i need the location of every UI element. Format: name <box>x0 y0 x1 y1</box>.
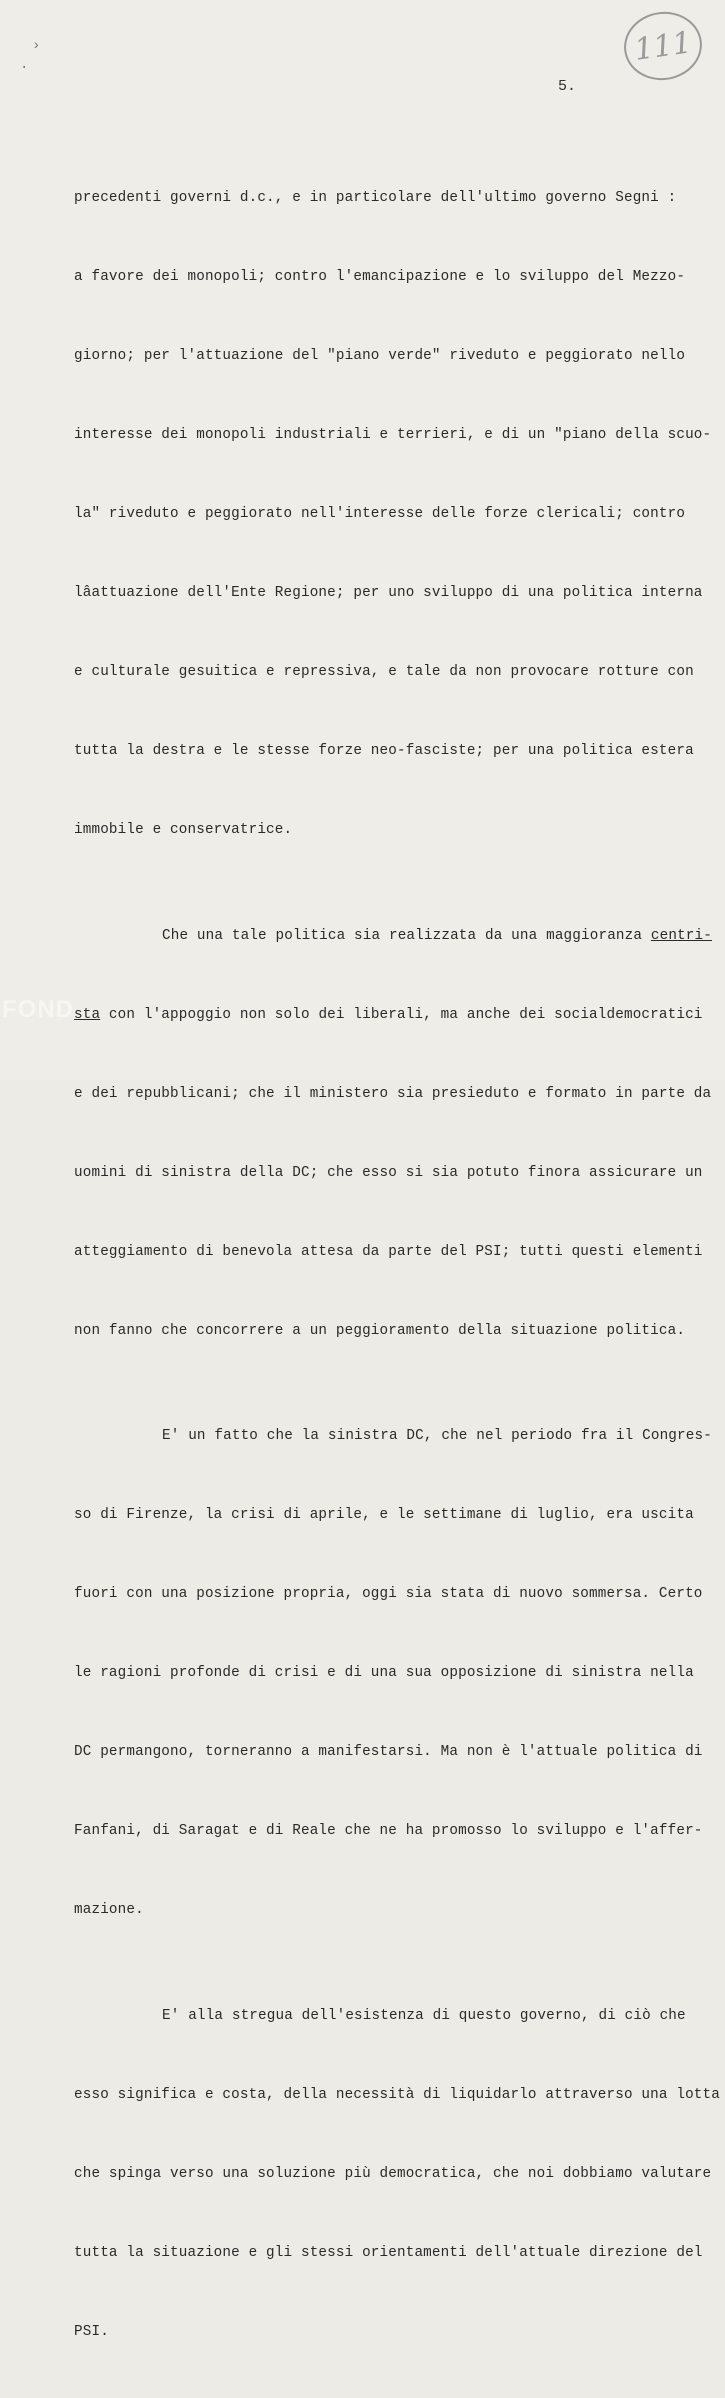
text-line: tutta la destra e le stesse forze neo-fasciste; per una politica estera <box>74 743 694 760</box>
text-line: lâattuazione dell'Ente Regione; per uno sviluppo di una politica interna <box>74 585 703 602</box>
archive-stamp-number: 111 <box>632 24 694 68</box>
archive-watermark: FOND <box>2 996 74 1023</box>
text-line: mazione. <box>74 1902 144 1919</box>
centrista-line-text: Che una tale politica sia realizzata da una maggioranza <box>162 927 651 944</box>
text-line: le ragioni profonde di crisi e di una sua opposizione di sinistra nella <box>74 1665 694 1682</box>
text-line: E' alla stregua dell'esistenza di questo governo, di ciò che <box>162 2007 686 2024</box>
text-line: a favore dei monopoli; contro l'emancipazione e lo sviluppo del Mezzo- <box>74 269 686 286</box>
text-line-centrista-cont <box>74 1002 725 1028</box>
text-line: e dei repubblicani; che il ministero sia presieduto e formato in parte da <box>74 1085 712 1102</box>
margin-mark: · <box>20 60 29 76</box>
text-line: so di Firenze, la crisi di aprile, e le settimane di luglio, era uscita <box>74 1507 694 1524</box>
text-line: la" riveduto e peggiorato nell'interesse delle forze clericali; contro <box>74 506 686 523</box>
text-line: tutta la situazione e gli stessi orientamenti dell'attuale direzione del <box>74 2244 703 2261</box>
text-line: atteggiamento di benevola attesa da parte del PSI; tutti questi elementi <box>74 1243 703 1260</box>
document-body <box>74 106 725 2398</box>
text-line: interesse dei monopoli industriali e terrieri, e di un "piano della scuo- <box>74 427 712 444</box>
text-line: che spinga verso una soluzione più democratica, che noi dobbiamo valutare <box>74 2165 712 2182</box>
page-number: 5. <box>558 78 577 95</box>
text-line: non fanno che concorrere a un peggioramento della situazione politica. <box>74 1322 686 1339</box>
margin-mark: › <box>32 38 41 54</box>
text-line: e culturale gesuitica e repressiva, e tale da non provocare rotture con <box>74 664 694 681</box>
text-line: PSI. <box>74 2323 109 2340</box>
text-line: fuori con una posizione propria, oggi sia stata di nuovo sommersa. Certo <box>74 1586 703 1603</box>
centrista-underlined-1: centri- <box>650 927 712 944</box>
text-line: Fanfani, di Saragat e di Reale che ne ha promosso lo sviluppo e l'affer- <box>74 1823 703 1840</box>
centrista-underlined-2: sta <box>74 1006 101 1023</box>
archive-stamp <box>620 7 707 85</box>
text-line: esso significa e costa, della necessità di liquidarlo attraverso una lotta <box>74 2086 720 2103</box>
text-line: uomini di sinistra della DC; che esso si sia potuto finora assicurare un <box>74 1164 703 1181</box>
text-line: DC permangono, torneranno a manifestarsi. Ma non è l'attuale politica di <box>74 1744 703 1761</box>
text-line: precedenti governi d.c., e in particolare dell'ultimo governo Segni : <box>74 190 677 207</box>
centrista-line-rest: con l'appoggio non solo dei liberali, ma anche dei socialdemocratici <box>100 1006 703 1023</box>
text-line: giorno; per l'attuazione del "piano verde" riveduto e peggiorato nello <box>74 348 686 365</box>
text-line: E' un fatto che la sinistra DC, che nel periodo fra il Congres- <box>162 1428 712 1445</box>
text-line-centrista <box>74 923 725 949</box>
text-line: immobile e conservatrice. <box>74 822 293 839</box>
